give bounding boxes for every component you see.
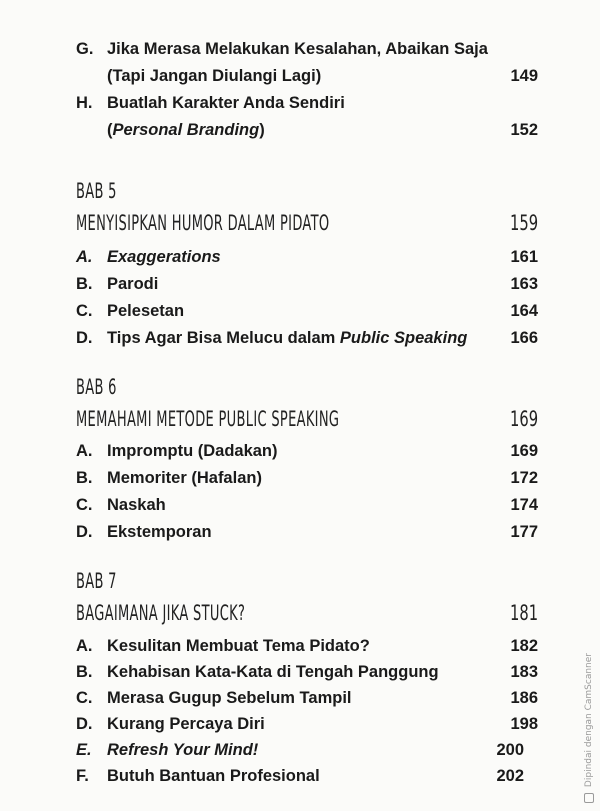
toc-entry-h — [76, 90, 538, 116]
entry-letter: A. — [76, 248, 93, 266]
entry-title: Kesulitan Membuat Tema Pidato? — [107, 637, 370, 655]
toc-entry — [76, 711, 538, 737]
entry-title: Butuh Bantuan Profesional — [107, 767, 320, 785]
toc-entry — [76, 737, 538, 763]
entry-letter: B. — [76, 469, 93, 487]
toc-entry — [76, 685, 538, 711]
entry-title: Jika Merasa Melakukan Kesalahan, Abaikan Saja — [107, 40, 488, 58]
toc-entry — [76, 763, 538, 789]
entry-page: 164 — [510, 302, 538, 320]
chapter-page: 181 — [509, 601, 538, 625]
entry-title-cont: (Tapi Jangan Diulangi Lagi) — [107, 67, 322, 85]
entry-title: Exaggerations — [107, 248, 221, 266]
entry-title: Impromptu (Dadakan) — [107, 442, 278, 460]
entry-page: 182 — [510, 637, 538, 655]
entry-page: 183 — [510, 663, 538, 681]
toc-entry-h-cont — [76, 117, 538, 143]
entry-page: 186 — [510, 689, 538, 707]
entry-page: 174 — [510, 496, 538, 514]
entry-title: Kurang Percaya Diri — [107, 715, 265, 733]
chapter-label: BAB 5 — [76, 179, 117, 203]
entry-title: Ekstemporan — [107, 523, 212, 541]
entry-title: Tips Agar Bisa Melucu dalam Public Speaking — [107, 329, 468, 347]
toc-entry — [76, 492, 538, 518]
chapter-page: 169 — [509, 407, 538, 431]
entry-letter: C. — [76, 689, 93, 707]
chapter-title: BAGAIMANA JIKA STUCK? — [76, 601, 246, 625]
entry-page: 177 — [510, 523, 538, 541]
entry-letter: D. — [76, 523, 93, 541]
entry-letter: C. — [76, 496, 93, 514]
entry-title: Kehabisan Kata-Kata di Tengah Panggung — [107, 663, 439, 681]
toc-entry — [76, 465, 538, 491]
toc-entry-g-cont — [76, 63, 538, 89]
entry-page: 200 — [496, 741, 524, 759]
toc-entry — [76, 244, 538, 270]
entry-letter: C. — [76, 302, 93, 320]
toc-entry — [76, 325, 538, 351]
chapter-title: MEMAHAMI METODE PUBLIC SPEAKING — [76, 407, 340, 431]
camscanner-icon — [584, 793, 594, 803]
entry-letter: D. — [76, 329, 93, 347]
entry-page: 198 — [510, 715, 538, 733]
toc-entry — [76, 271, 538, 297]
entry-page: 166 — [510, 329, 538, 347]
chapter-title: MENYISIPKAN HUMOR DALAM PIDATO — [76, 211, 330, 235]
toc-entry — [76, 298, 538, 324]
scanner-watermark — [584, 653, 594, 803]
entry-title-cont: (Personal Branding) — [107, 121, 265, 139]
entry-page: 163 — [510, 275, 538, 293]
toc-entry — [76, 633, 538, 659]
entry-letter: D. — [76, 715, 93, 733]
toc-entry — [76, 438, 538, 464]
entry-letter: A. — [76, 442, 93, 460]
entry-page: 202 — [496, 767, 524, 785]
entry-page: 172 — [510, 469, 538, 487]
entry-letter: H. — [76, 94, 93, 112]
entry-title: Memoriter (Hafalan) — [107, 469, 262, 487]
entry-page: 161 — [510, 248, 538, 266]
entry-page: 149 — [510, 67, 538, 85]
chapter-page: 159 — [509, 211, 538, 235]
entry-title: Buatlah Karakter Anda Sendiri — [107, 94, 345, 112]
entry-letter: B. — [76, 663, 93, 681]
entry-letter: A. — [76, 637, 93, 655]
entry-letter: E. — [76, 741, 92, 759]
toc-entry — [76, 659, 538, 685]
entry-title: Parodi — [107, 275, 159, 293]
entry-page: 152 — [510, 121, 538, 139]
watermark-text: Dipindai dengan CamScanner — [584, 653, 594, 788]
entry-letter: G. — [76, 40, 94, 58]
entry-page: 169 — [510, 442, 538, 460]
entry-letter: F. — [76, 767, 89, 785]
toc-entry — [76, 519, 538, 545]
toc-entry-g — [76, 36, 538, 62]
entry-letter: B. — [76, 275, 93, 293]
entry-title: Naskah — [107, 496, 166, 514]
chapter-label: BAB 6 — [76, 375, 117, 399]
chapter-label: BAB 7 — [76, 569, 117, 593]
entry-title: Refresh Your Mind! — [107, 741, 259, 759]
entry-title: Pelesetan — [107, 302, 185, 320]
entry-title: Merasa Gugup Sebelum Tampil — [107, 689, 352, 707]
